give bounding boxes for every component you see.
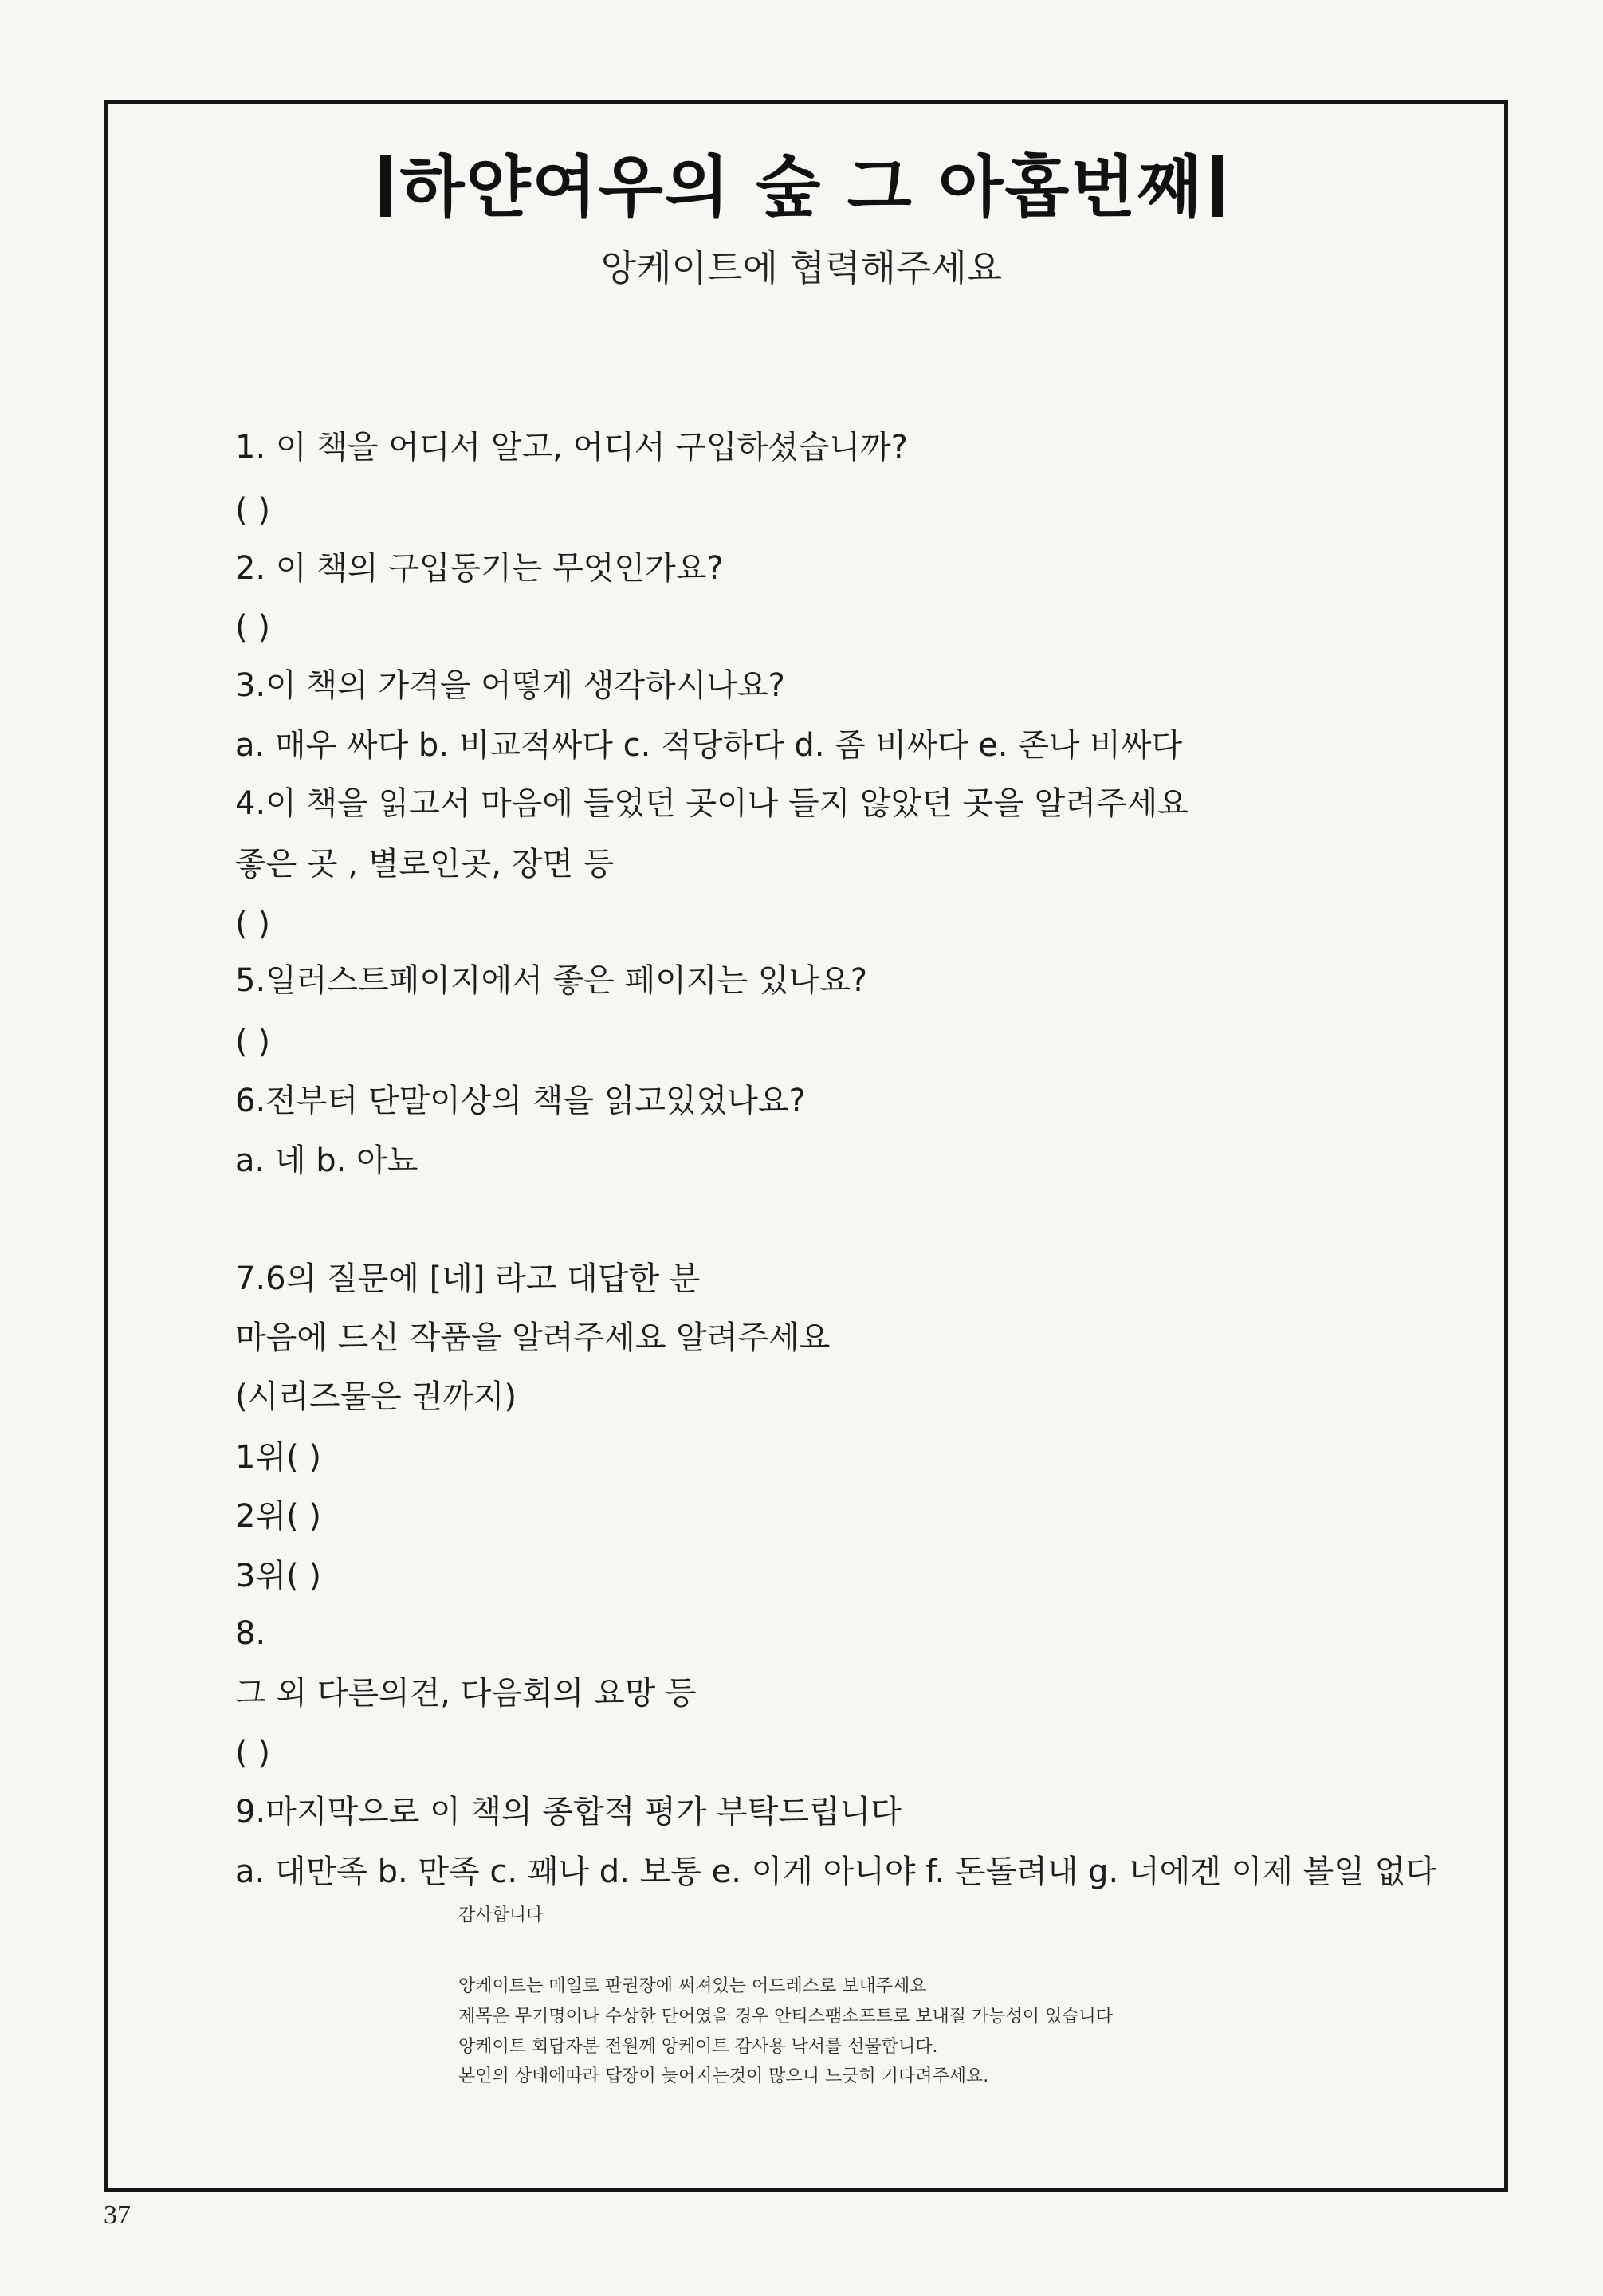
question-line: 1. 이 책을 어디서 알고, 어디서 구입하셨습니까? [235,429,908,466]
page-title [0,134,1603,230]
question-line: 4.이 책을 읽고서 마음에 들었던 곳이나 들지 않았던 곳을 알려주세요 [235,785,1188,822]
question-line: 6.전부터 단말이상의 책을 읽고있었나요? [235,1083,806,1119]
answer-options: a. 매우 싸다 b. 비교적싸다 c. 적당하다 d. 좀 비싸다 e. 존나 비싸다 [235,727,1183,764]
question-line: 7.6의 질문에 [네] 라고 대답한 분 [235,1260,701,1297]
question-line: 9.마지막으로 이 책의 종합적 평가 부탁드립니다 [235,1794,902,1830]
question-line: 5.일러스트페이지에서 좋은 페이지는 있나요? [235,962,868,999]
note-line: 제목은 무기명이나 수상한 단어였을 경우 안티스팸소프트로 보내질 가능성이 있습니다 [458,2007,1114,2027]
question-line: 마음에 드신 작품을 알려주세요 알려주세요 [235,1319,831,1356]
answer-blank: 3위( ) [235,1558,322,1594]
title-bar-right [1212,155,1223,217]
note-line: 본인의 상태에따라 답장이 늦어지는것이 많으니 느긋히 기다려주세요. [458,2066,989,2086]
question-line: 그 외 다른의견, 다음회의 요망 등 [235,1675,697,1712]
question-line: 8. [235,1615,266,1652]
answer-blank: ( ) [235,1735,270,1771]
answer-blank: ( ) [235,906,270,942]
answer-blank: 1위( ) [235,1439,322,1476]
answer-blank: ( ) [235,609,270,646]
question-line: 3.이 책의 가격을 어떻게 생각하시나요? [235,667,785,704]
title-text: 하얀여우의 숲 그 아홉번째 [399,148,1204,226]
thanks-text: 감사합니다 [458,1905,544,1925]
answer-blank: 2위( ) [235,1498,322,1535]
question-line: 2. 이 책의 구입동기는 무엇인가요? [235,550,724,587]
question-line: 좋은 곳 , 별로인곳, 장면 등 [235,846,615,883]
answer-options: a. 네 b. 아뇨 [235,1142,418,1179]
page-number: 37 [104,2200,131,2230]
answer-options: a. 대만족 b. 만족 c. 꽤나 d. 보통 e. 이게 아니야 f. 돈돌려내 g. 너에겐 이제 볼일 없다 [235,1854,1436,1890]
subtitle: 앙케이트에 협력해주세요 [600,246,1003,289]
note-line: 앙케이트 회답자분 전원께 앙케이트 감사용 낙서를 선물합니다. [458,2037,938,2057]
title-bar-left [380,155,391,217]
note-line: 앙케이트는 메일로 판권장에 써져있는 어드레스로 보내주세요 [458,1976,927,1996]
answer-blank: ( ) [235,1024,270,1060]
answer-blank: ( ) [235,492,270,529]
question-line: (시리즈물은 권까지) [235,1378,517,1415]
